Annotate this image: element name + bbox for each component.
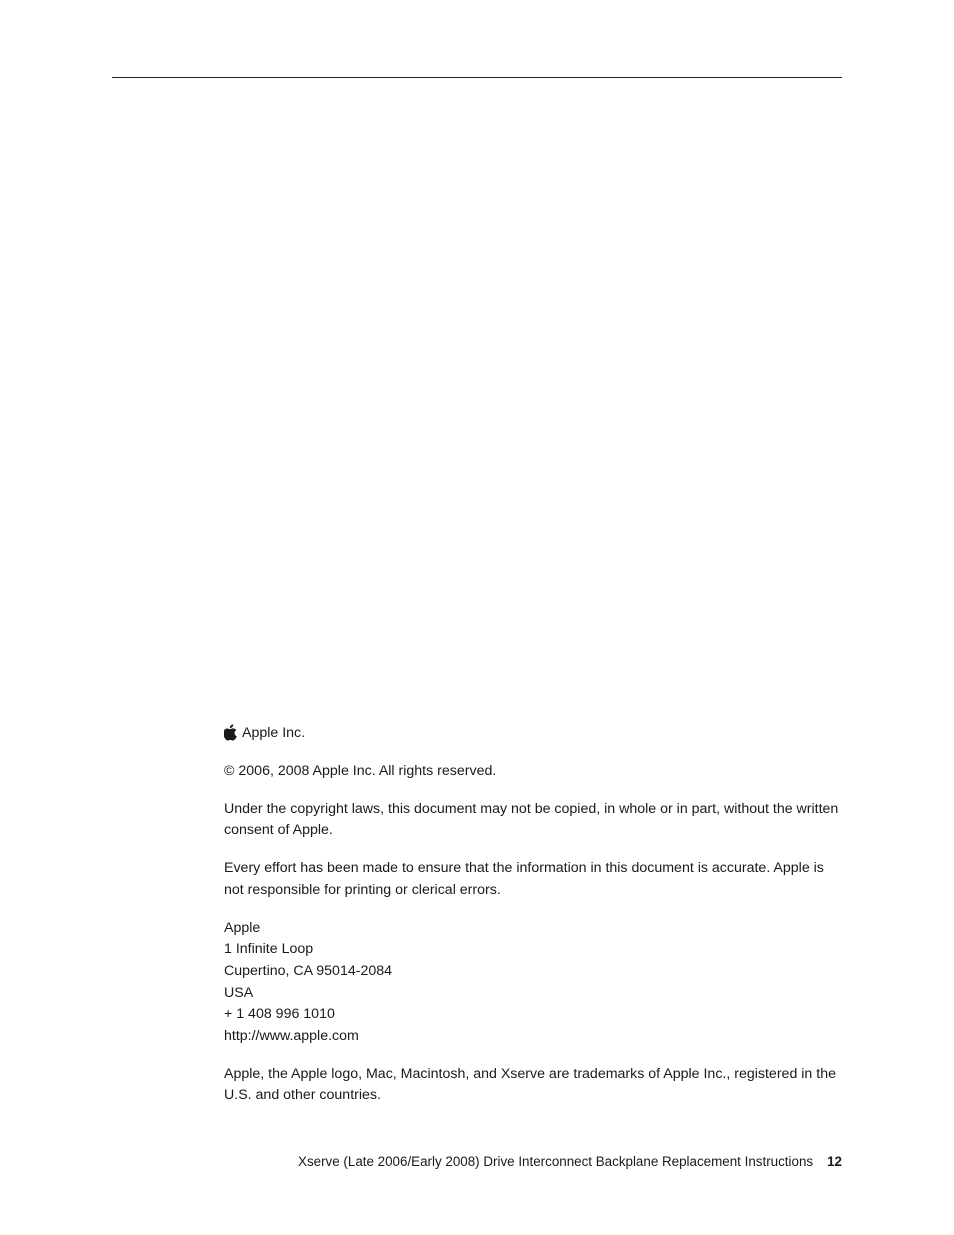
apple-logo-icon — [224, 724, 238, 741]
accuracy-notice: Every effort has been made to ensure that the information in this document is accurate. Apple is not responsible for printing or clerical errors. — [224, 860, 824, 898]
copyright-line: © 2006, 2008 Apple Inc. All rights reserved. — [224, 763, 497, 779]
address-country: USA — [224, 984, 254, 1001]
footer-document-title: Xserve (Late 2006/Early 2008) Drive Interconnect Backplane Replacement Instructions — [298, 1154, 814, 1169]
address-block — [224, 918, 842, 1048]
colophon — [224, 723, 842, 1107]
address-street: 1 Infinite Loop — [224, 941, 314, 958]
header-rule — [112, 77, 842, 78]
address-phone: + 1 408 996 1010 — [224, 1006, 335, 1023]
page-number: 12 — [827, 1154, 842, 1169]
address-website[interactable]: http://www.apple.com — [224, 1028, 359, 1045]
company-line — [224, 723, 842, 745]
address-name: Apple — [224, 919, 261, 936]
company-name: Apple Inc. — [242, 725, 306, 742]
copyright-notice: Under the copyright laws, this document may not be copied, in whole or in part, without the written consent of Apple. — [224, 800, 839, 839]
page-footer — [298, 1152, 842, 1172]
address-city: Cupertino, CA 95014-2084 — [224, 962, 393, 979]
trademark-notice: Apple, the Apple logo, Mac, Macintosh, and Xserve are trademarks of Apple Inc., registered in the U.S. and other countries. — [224, 1065, 836, 1104]
